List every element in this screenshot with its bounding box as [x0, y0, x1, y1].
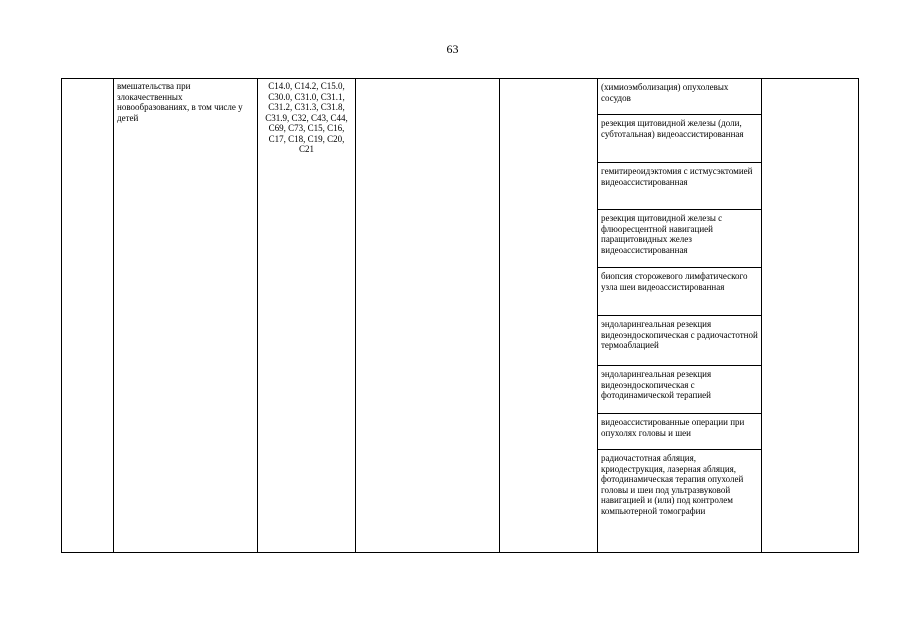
- table-row: [62, 79, 859, 553]
- row-number-cell: [62, 79, 114, 553]
- data-table: [61, 78, 859, 553]
- method-item: (химиоэмболизация) опухолевых сосудов: [598, 79, 761, 115]
- empty-cell-4: [356, 79, 500, 553]
- empty-cell-5: [500, 79, 598, 553]
- method-item: видеоассистированные операции при опухолях головы и шеи: [598, 414, 761, 450]
- page-number: 63: [446, 42, 459, 56]
- method-item: эндоларингеальная резекция видеоэндоскопическая с радиочастотной термоаблацией: [598, 316, 761, 366]
- method-item: резекция щитовидной железы (доли, субтотальная) видеоассистированная: [598, 115, 761, 163]
- method-item: эндоларингеальная резекция видеоэндоскопическая с фотодинамической терапией: [598, 366, 761, 414]
- method-item: биопсия сторожевого лимфатического узла шеи видеоассистированная: [598, 268, 761, 316]
- methods-cell: [598, 79, 762, 553]
- profile-cell: вмешательства при злокачественных новообразованиях, в том числе у детей: [114, 79, 258, 553]
- icd-codes-cell: C14.0, C14.2, C15.0, C30.0, C31.0, C31.1, C31.2, C31.3, C31.8, C31.9, C32, C43, C44, C69, C73, C15, C16, C17, C18, C19, C20, C21: [258, 79, 356, 553]
- method-item: радиочастотная абляция, криодеструкция, лазерная абляция, фотодинамическая терапия опухолей головы и шеи под ультразвуковой навигацией и (или) под контролем компьютерной томографии: [601, 453, 744, 516]
- empty-cell-7: [762, 79, 859, 553]
- method-item: резекция щитовидной железы с флюоресцентной навигацией паращитовидных желез видеоассистированная: [598, 210, 761, 268]
- method-item: гемитиреоидэктомия с истмусэктомией видеоассистированная: [598, 163, 761, 210]
